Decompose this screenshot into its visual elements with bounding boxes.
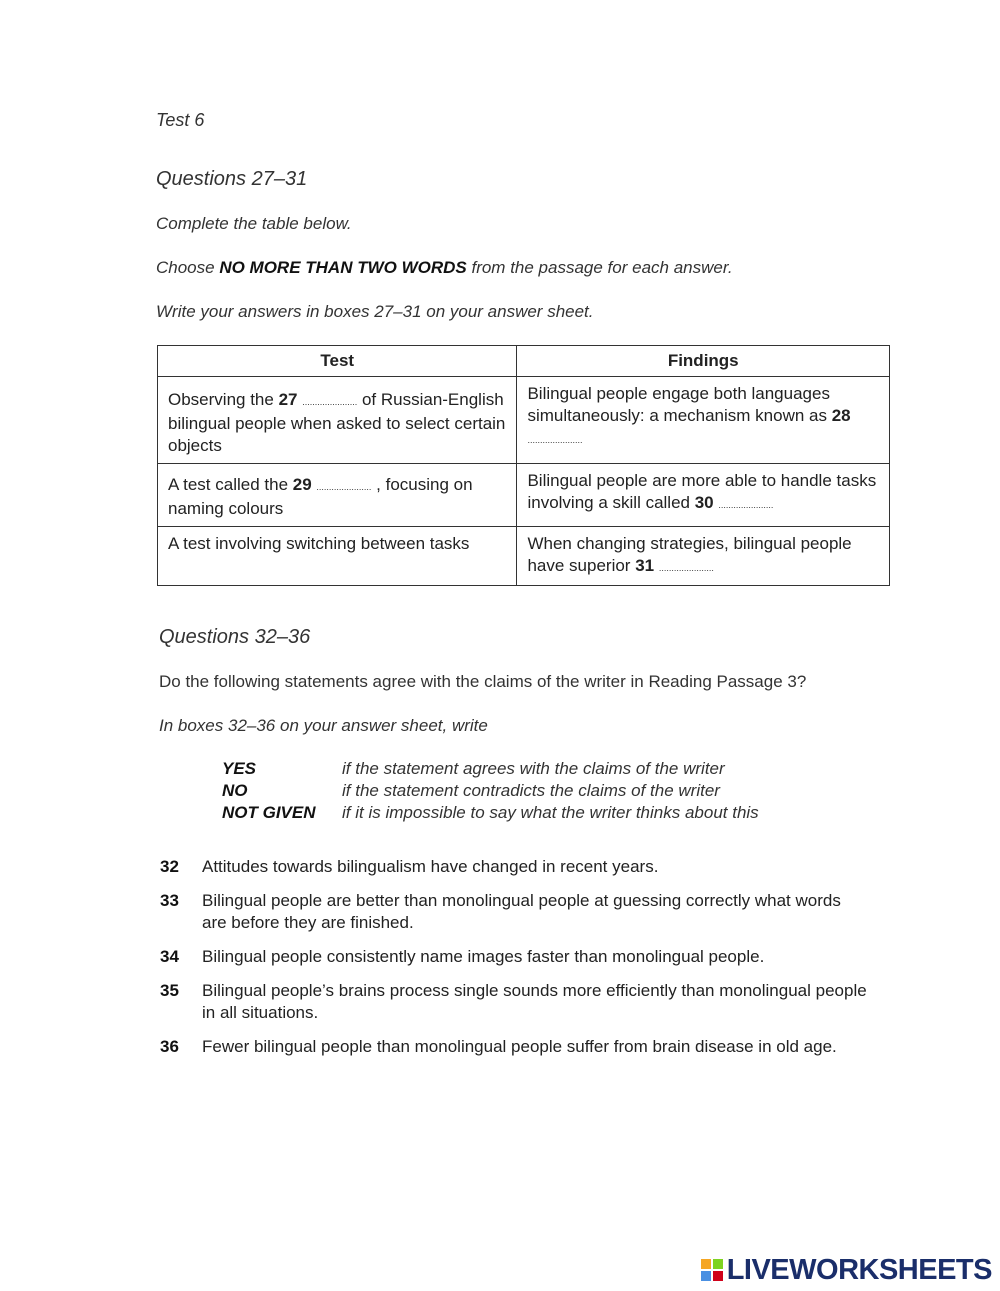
statement-number: 36 [160,1037,179,1056]
instruction-word-limit: Choose NO MORE THAN TWO WORDS from the passage for each answer. [156,258,733,277]
list-item [160,980,880,1024]
statement-text: Bilingual people’s brains process single sounds more efficiently than monolingual people in all situations. [202,981,867,1022]
test-label: Test 6 [156,110,205,130]
answer-blank-29[interactable]: ...................... [316,482,372,492]
instruction-complete-table: Complete the table below. [156,214,352,233]
finding-cell: When changing strategies, bilingual people have superior 31 ...................... [517,527,890,586]
answer-blank-28[interactable]: ...................... [527,435,583,445]
legend-desc: if it is impossible to say what the writer thinks about this [342,803,759,822]
list-item [160,890,880,934]
answer-blank-31[interactable]: ...................... [658,563,714,573]
word-limit-bold: NO MORE THAN TWO WORDS [219,258,467,277]
instruction-write-in-boxes: In boxes 32–36 on your answer sheet, write [159,716,488,735]
legend-row-no [222,780,759,802]
legend-key: NO [222,781,248,800]
list-item [160,1036,880,1058]
question-28-number: 28 [831,406,851,425]
statement-text: Bilingual people are better than monolingual people at guessing correctly what words are before they are finished. [202,891,841,932]
statement-text: Attitudes towards bilingualism have changed in recent years. [202,857,659,876]
legend-desc: if the statement contradicts the claims of the writer [342,781,720,800]
question-27-number: 27 [278,390,298,409]
statement-number: 35 [160,981,179,1000]
question-29-number: 29 [292,475,312,494]
logo-square [713,1271,723,1281]
table-row [158,464,890,527]
statement-text: Bilingual people consistently name images faster than monolingual people. [202,947,765,966]
logo-wordmark: LIVEWORKSHEETS [726,1253,992,1286]
statement-number: 33 [160,891,179,910]
list-item [160,856,880,878]
finding-cell: Bilingual people are more able to handle tasks involving a skill called 30 ...................... [517,464,890,527]
table-row [158,377,890,464]
logo-square [713,1259,723,1269]
logo-mark-icon [701,1259,723,1281]
instruction-agree-statements: Do the following statements agree with the claims of the writer in Reading Passage 3? [159,672,807,691]
answer-key-legend [222,758,759,824]
header-test: Test [158,346,517,377]
instruction-answer-boxes: Write your answers in boxes 27–31 on your answer sheet. [156,302,594,321]
finding-cell: Bilingual people engage both languages simultaneously: a mechanism known as 28 ...................... [517,377,890,464]
table-header-row [158,346,890,377]
question-31-number: 31 [635,556,655,575]
list-item [160,946,880,968]
liveworksheets-logo [701,1254,992,1286]
question-30-number: 30 [694,493,714,512]
legend-row-not-given [222,802,759,824]
header-findings: Findings [517,346,890,377]
answer-blank-27[interactable]: ...................... [302,397,358,407]
test-cell: A test involving switching between tasks [158,527,517,586]
logo-square [701,1271,711,1281]
questions-32-36-heading: Questions 32–36 [159,626,311,648]
legend-row-yes [222,758,759,780]
statement-list [160,856,880,1070]
legend-key: NOT GIVEN [222,803,316,822]
statement-number: 34 [160,947,179,966]
test-cell: Observing the 27 ...................... of Russian-English bilingual people when asked to select certain objects [158,377,517,464]
test-cell: A test called the 29 ...................... , focusing on naming colours [158,464,517,527]
legend-desc: if the statement agrees with the claims of the writer [342,759,725,778]
logo-square [701,1259,711,1269]
answer-blank-30[interactable]: ...................... [718,500,774,510]
findings-table [157,345,890,586]
statement-number: 32 [160,857,179,876]
legend-key: YES [222,759,257,778]
questions-27-31-heading: Questions 27–31 [156,168,308,190]
statement-text: Fewer bilingual people than monolingual people suffer from brain disease in old age. [202,1037,837,1056]
table-row [158,527,890,586]
